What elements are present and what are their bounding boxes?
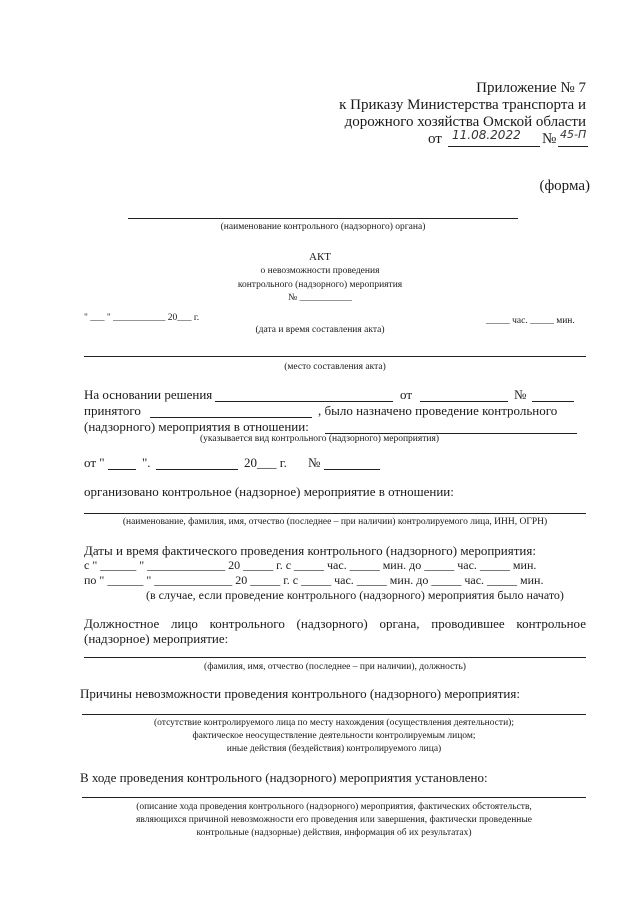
basis-number-line (532, 401, 574, 402)
act-subtitle-2: контрольного (надзорного) мероприятия (237, 280, 403, 290)
basis-accepted-line (150, 417, 312, 418)
organized-caption: (наименование, фамилия, имя, отчество (последнее – при наличии) контролируемого лица, ИНН, ОГРН) (122, 517, 548, 527)
official-caption: (фамилия, имя, отчество (последнее – при наличии), должность) (204, 662, 466, 672)
basis-assigned-text: , было назначено проведение контрольного (318, 403, 558, 418)
place-line (84, 356, 586, 357)
established-title: В ходе проведения контрольного (надзорного) мероприятия установлено: (80, 770, 488, 785)
form-label: (форма) (539, 178, 590, 194)
act-date: " ___ " ___________ 20___ г. (84, 313, 200, 323)
established-caption-3: контрольные (надзорные) действия, информация об их результатах) (196, 828, 472, 838)
act-subtitle-1: о невозможности проведения (260, 266, 380, 276)
organized-line (84, 513, 586, 514)
organized-text: организовано контрольное (надзорное) мероприятие в отношении: (84, 484, 454, 499)
order-date-label: от (428, 131, 442, 147)
order-number-handwritten: 45-П (560, 128, 587, 141)
order-date-handwritten: 11.08.2022 (452, 128, 521, 142)
order-date-line (448, 146, 540, 147)
appendix-number: Приложение № 7 (476, 80, 586, 96)
from-row-number-label: № (308, 455, 321, 470)
order-number-label: № (542, 131, 557, 147)
place-caption: (место составления акта) (284, 362, 386, 372)
from-row-quote: ". (142, 455, 151, 470)
appendix-order-line1: к Приказу Министерства транспорта и (339, 97, 586, 113)
basis-date-line (420, 401, 508, 402)
basis-caption: (указывается вид контрольного (надзорного) мероприятия) (200, 434, 440, 444)
basis-accepted-label: принятого (84, 403, 141, 418)
established-caption-2: являющихся причиной невозможности его проведения или завершения, фактически проведенные (135, 815, 532, 825)
order-number-line (558, 146, 588, 147)
basis-from-label: от (400, 387, 413, 402)
reasons-caption-1: (отсутствие контролируемого лица по месту нахождения (осуществления деятельности); (154, 718, 514, 728)
from-row-year: 20___ г. (244, 455, 287, 470)
from-row-day-line (108, 469, 136, 470)
reasons-caption-3: иные действия (бездействия) контролируемого лица) (226, 744, 442, 754)
reasons-title: Причины невозможности проведения контрольного (надзорного) мероприятия: (80, 686, 520, 701)
from-row-label: от " (84, 455, 105, 470)
act-number: № ___________ (288, 293, 352, 303)
official-line (84, 657, 586, 658)
dates-row-to: по " ______ " _____________ 20 _____ г. с _____ час. _____ мин. до _____ час. _____ мин. (84, 573, 544, 587)
official-line1: Должностное лицо контрольного (надзорного) органа, проводившее контрольное (84, 616, 586, 631)
dates-row-from: с " ______ " _____________ 20 _____ г. с _____ час. _____ мин. до _____ час. _____ мин. (84, 558, 537, 572)
basis-subject-label: (надзорного) мероприятия в отношении: (84, 419, 309, 434)
dates-caption: (в случае, если проведение контрольного (надзорного) мероприятия было начато) (146, 588, 564, 602)
organ-name-line (128, 218, 518, 219)
official-line2: (надзорное) мероприятие: (84, 631, 229, 646)
basis-number-label: № (514, 387, 527, 402)
organ-name-caption: (наименование контрольного (надзорного) органа) (220, 222, 426, 232)
reasons-line (82, 714, 586, 715)
act-time: _____ час. _____ мин. (486, 316, 575, 326)
basis-decision-label: На основании решения (84, 387, 213, 402)
from-row-number-line (324, 469, 380, 470)
established-caption-1: (описание хода проведения контрольного (надзорного) мероприятия, фактических обстоятельств, (136, 802, 532, 812)
act-date-caption: (дата и время составления акта) (255, 325, 385, 335)
basis-decision-line (215, 401, 393, 402)
act-title: АКТ (309, 251, 331, 263)
dates-title: Даты и время фактического проведения контрольного (надзорного) мероприятия: (84, 543, 536, 558)
established-line (82, 797, 586, 798)
appendix-order-line2: дорожного хозяйства Омской области (344, 114, 586, 130)
reasons-caption-2: фактическое неосуществление деятельности контролируемым лицом; (192, 731, 476, 741)
from-row-month-line (156, 469, 238, 470)
